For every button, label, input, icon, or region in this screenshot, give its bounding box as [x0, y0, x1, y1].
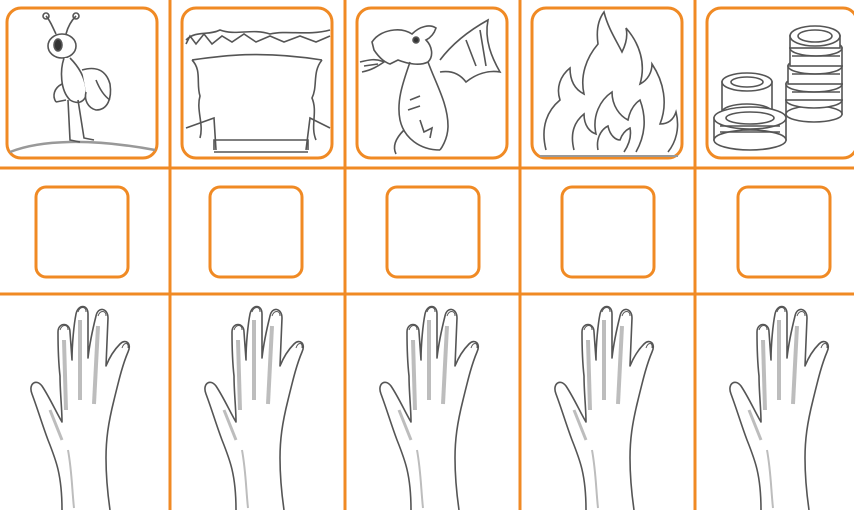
hand-icon: [730, 307, 828, 510]
answer-box-2[interactable]: [210, 187, 302, 277]
picture-card-1: [7, 8, 157, 158]
picture-card-3: [357, 8, 507, 158]
picture-card-5: [707, 8, 854, 158]
answer-box-5[interactable]: [738, 187, 830, 277]
hand-icon: [31, 307, 129, 510]
picture-card-4: [532, 8, 682, 158]
hands-row: [31, 307, 828, 510]
hand-icon: [380, 307, 478, 510]
picture-card-2: [182, 8, 332, 158]
hand-icon: [205, 307, 303, 510]
hand-icon: [555, 307, 653, 510]
answer-box-3[interactable]: [387, 187, 479, 277]
answer-box-1[interactable]: [36, 187, 128, 277]
answer-box-4[interactable]: [562, 187, 654, 277]
answer-row: [36, 187, 830, 277]
